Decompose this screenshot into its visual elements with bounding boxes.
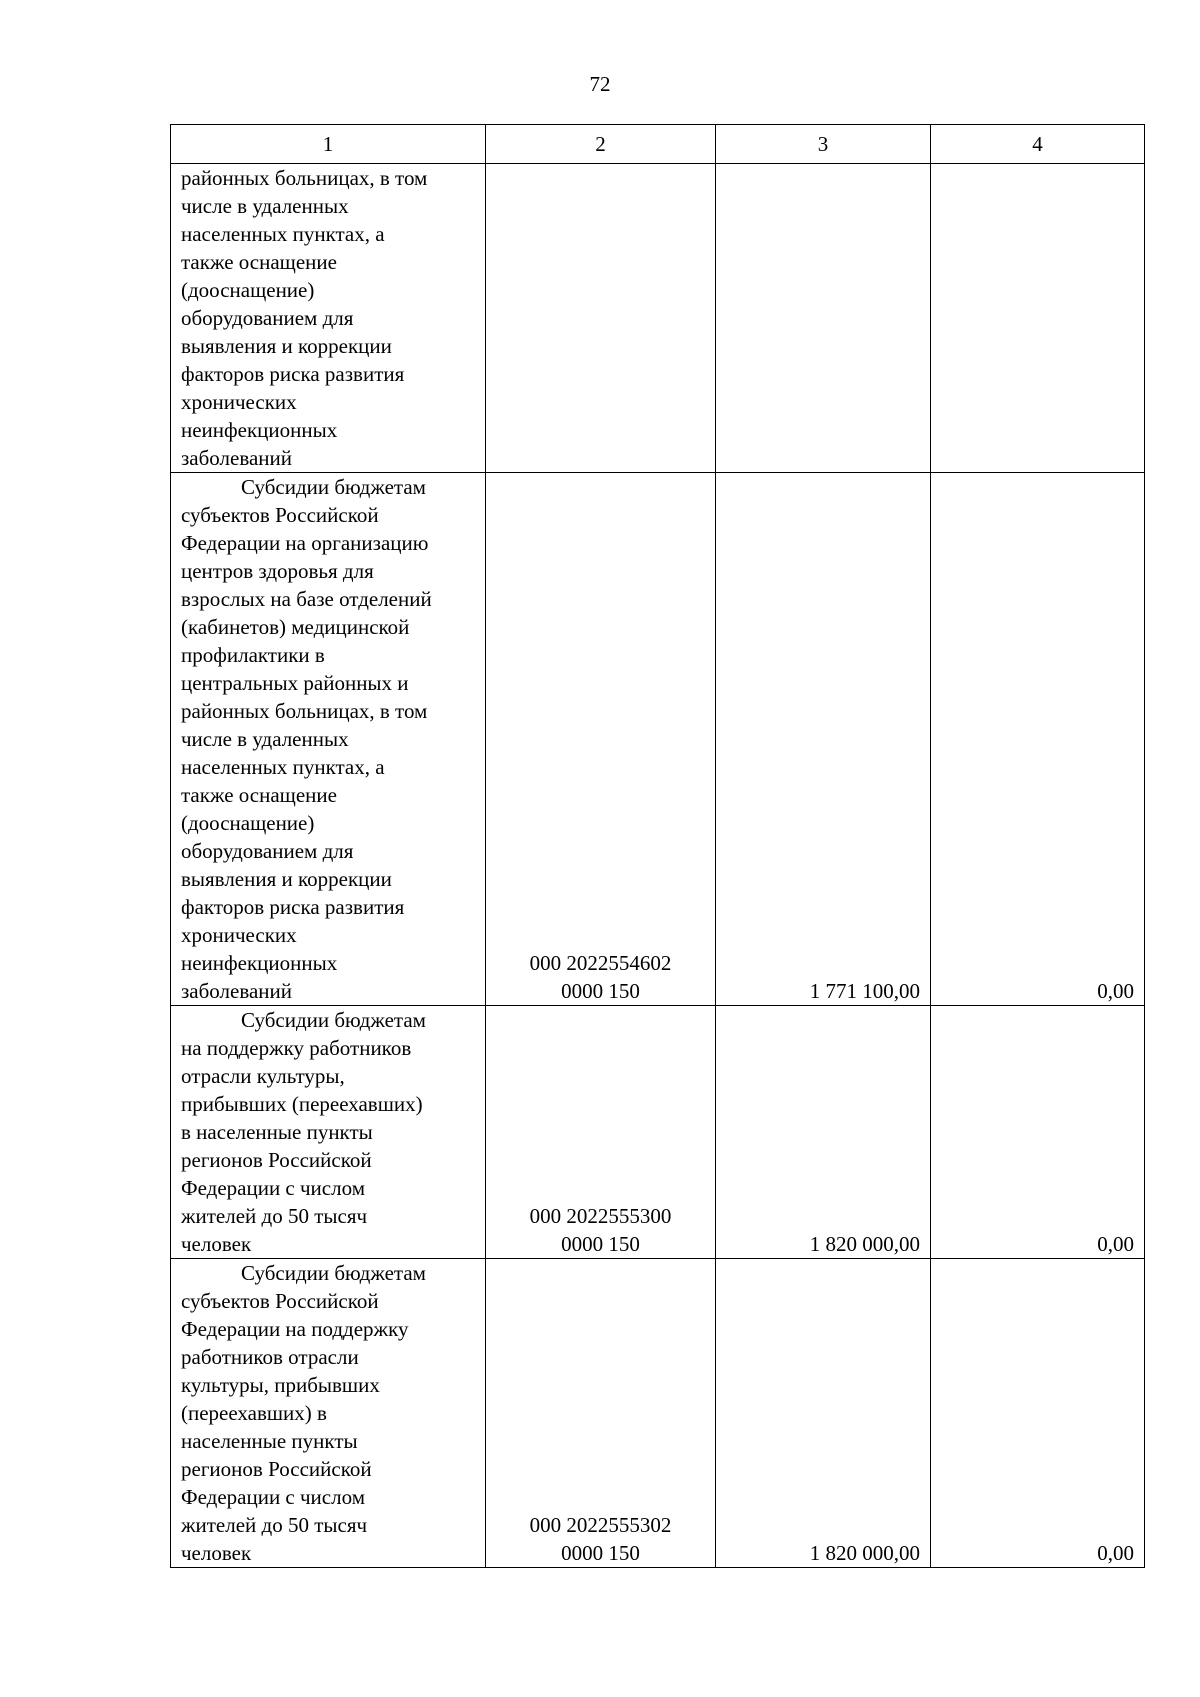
row-description xyxy=(171,1006,486,1259)
table-row xyxy=(171,473,1145,1006)
row-description-text: Субсидии бюджетам субъектов Российской Федерации на поддержку работников отрасли культуры, прибывших (переехавших) в населенные пункты регионов Российской Федерации с числом жителей до 50 тысяч человек xyxy=(181,1261,426,1565)
row-description-text: Субсидии бюджетам субъектов Российской Федерации на организацию центров здоровья для взрослых на базе отделений (кабинетов) медицинской профилактики в центральных районных и районных больницах, в том числе в удаленных населенных пунктах, а также оснащение (дооснащение) оборудованием для выявления и коррекции факторов риска развития хронических неинфекционных заболеваний xyxy=(181,475,432,1003)
row-budget-code: 000 2022554602 0000 150 xyxy=(486,473,716,1006)
row-description xyxy=(171,1259,486,1568)
table-row xyxy=(171,1259,1145,1568)
row-description xyxy=(171,473,486,1006)
row-budget-code: 000 2022555300 0000 150 xyxy=(486,1006,716,1259)
row-amount: 1 771 100,00 xyxy=(716,473,931,1006)
column-header-3: 3 xyxy=(716,125,931,164)
column-header-2: 2 xyxy=(486,125,716,164)
row-executed xyxy=(931,164,1145,473)
row-amount: 1 820 000,00 xyxy=(716,1259,931,1568)
row-amount xyxy=(716,164,931,473)
row-executed: 0,00 xyxy=(931,473,1145,1006)
table-header-row xyxy=(171,125,1145,164)
row-description-text: Субсидии бюджетам на поддержку работников отрасли культуры, прибывших (переехавших) в населенные пункты регионов Российской Федерации с числом жителей до 50 тысяч человек xyxy=(181,1008,426,1256)
row-budget-code xyxy=(486,164,716,473)
row-executed: 0,00 xyxy=(931,1259,1145,1568)
row-amount: 1 820 000,00 xyxy=(716,1006,931,1259)
table-row xyxy=(171,164,1145,473)
page-number: 72 xyxy=(589,72,611,96)
row-executed: 0,00 xyxy=(931,1006,1145,1259)
column-header-4: 4 xyxy=(931,125,1145,164)
budget-table xyxy=(170,124,1145,1568)
column-header-1: 1 xyxy=(171,125,486,164)
row-description: районных больницах, в том числе в удаленных населенных пунктах, а также оснащение (дооснащение) оборудованием для выявления и коррекции факторов риска развития хронических неинфекционных заболеваний xyxy=(171,164,486,473)
row-budget-code: 000 2022555302 0000 150 xyxy=(486,1259,716,1568)
table-row xyxy=(171,1006,1145,1259)
